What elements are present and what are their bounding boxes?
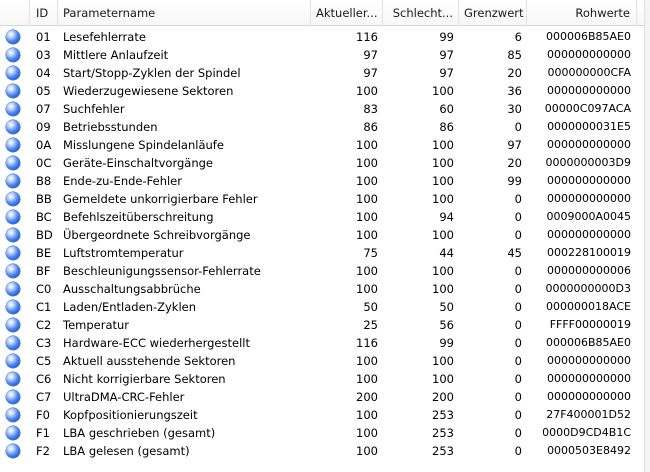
table-row[interactable] — [0, 262, 650, 280]
worst-value: 100 — [432, 264, 454, 278]
worst-value: 100 — [432, 354, 454, 368]
attribute-id: BD — [36, 228, 53, 242]
raw-value: FFFF00000019 — [549, 318, 631, 331]
status-orb-icon — [6, 192, 20, 206]
current-value: 200 — [356, 390, 378, 404]
attribute-id: 09 — [36, 120, 51, 134]
raw-value: 000000000000 — [547, 48, 631, 61]
attribute-id: 03 — [36, 48, 51, 62]
worst-value: 200 — [432, 390, 454, 404]
threshold-value: 0 — [514, 192, 522, 206]
raw-value: 000000000000 — [547, 228, 631, 241]
raw-value: 000006B85AE0 — [545, 30, 631, 43]
status-cell — [0, 28, 30, 46]
worst-value: 100 — [432, 174, 454, 188]
status-orb-icon — [6, 66, 20, 80]
worst-value: 100 — [432, 156, 454, 170]
table-row[interactable] — [0, 154, 650, 172]
status-cell — [0, 82, 30, 100]
status-cell — [0, 154, 30, 172]
attribute-id: 07 — [36, 102, 51, 116]
threshold-value: 0 — [514, 120, 522, 134]
table-row[interactable] — [0, 172, 650, 190]
raw-value: 0000000003D9 — [545, 156, 631, 169]
table-row[interactable] — [0, 406, 650, 424]
current-value: 100 — [356, 426, 378, 440]
threshold-value: 0 — [514, 318, 522, 332]
threshold-value: 0 — [514, 300, 522, 314]
column-header-row — [0, 0, 650, 26]
status-orb-icon — [6, 408, 20, 422]
threshold-value: 0 — [514, 390, 522, 404]
attribute-name: Lesefehlerrate — [63, 30, 146, 44]
table-row[interactable] — [0, 28, 650, 46]
current-value: 25 — [363, 318, 378, 332]
current-value: 83 — [363, 102, 378, 116]
attribute-name: Betriebsstunden — [63, 120, 158, 134]
attribute-id: 0C — [36, 156, 52, 170]
table-row[interactable] — [0, 82, 650, 100]
raw-value: 000000000000 — [547, 372, 631, 385]
attribute-id: F0 — [36, 408, 50, 422]
attribute-name: Laden/Entladen-Zyklen — [63, 300, 197, 314]
table-row[interactable] — [0, 46, 650, 64]
attribute-id: F1 — [36, 426, 50, 440]
status-cell — [0, 136, 30, 154]
threshold-value: 0 — [514, 408, 522, 422]
attribute-id: BE — [36, 246, 52, 260]
threshold-value: 0 — [514, 372, 522, 386]
worst-value: 97 — [439, 66, 454, 80]
status-orb-icon — [6, 246, 20, 260]
table-right-edge — [644, 0, 650, 472]
attribute-id: 0A — [36, 138, 52, 152]
raw-value: 0000D9CD4B1C — [542, 426, 631, 439]
attribute-name: Hardware-ECC wiederhergestellt — [63, 336, 250, 350]
worst-value: 100 — [432, 282, 454, 296]
current-value: 75 — [363, 246, 378, 260]
status-cell — [0, 46, 30, 64]
worst-value: 253 — [432, 408, 454, 422]
attribute-id: C3 — [36, 336, 52, 350]
threshold-value: 99 — [507, 174, 522, 188]
attribute-name: Misslungene Spindelanläufe — [63, 138, 224, 152]
status-cell — [0, 172, 30, 190]
worst-value: 100 — [432, 84, 454, 98]
attribute-name: UltraDMA-CRC-Fehler — [63, 390, 185, 404]
threshold-value: 0 — [514, 426, 522, 440]
table-row[interactable] — [0, 280, 650, 298]
threshold-value: 0 — [514, 282, 522, 296]
table-row[interactable] — [0, 118, 650, 136]
attribute-id: BC — [36, 210, 52, 224]
status-cell — [0, 406, 30, 424]
current-value: 100 — [356, 264, 378, 278]
status-orb-icon — [6, 390, 20, 404]
current-value: 86 — [363, 120, 378, 134]
attribute-id: C1 — [36, 300, 52, 314]
status-orb-icon — [6, 264, 20, 278]
attribute-name: Mittlere Anlaufzeit — [63, 48, 169, 62]
status-cell — [0, 370, 30, 388]
header-threshold[interactable]: Grenzwert — [459, 0, 527, 26]
status-cell — [0, 334, 30, 352]
current-value: 100 — [356, 156, 378, 170]
threshold-value: 0 — [514, 354, 522, 368]
current-value: 100 — [356, 408, 378, 422]
table-row[interactable] — [0, 424, 650, 442]
raw-value: 000000000000 — [547, 390, 631, 403]
status-cell — [0, 100, 30, 118]
status-orb-icon — [6, 336, 20, 350]
attribute-id: C2 — [36, 318, 52, 332]
attribute-name: Gemeldete unkorrigierbare Fehler — [63, 192, 258, 206]
current-value: 100 — [356, 282, 378, 296]
threshold-value: 0 — [514, 264, 522, 278]
attribute-name: Beschleunigungssensor-Fehlerrate — [63, 264, 261, 278]
raw-value: 000000000000 — [547, 138, 631, 151]
table-row[interactable] — [0, 298, 650, 316]
current-value: 100 — [356, 444, 378, 458]
current-value: 100 — [356, 138, 378, 152]
worst-value: 56 — [439, 318, 454, 332]
table-row[interactable] — [0, 334, 650, 352]
status-cell — [0, 316, 30, 334]
raw-value: 0000000031E5 — [547, 120, 631, 133]
status-orb-icon — [6, 30, 20, 44]
header-current[interactable]: Aktueller... — [311, 0, 383, 26]
threshold-value: 36 — [507, 84, 522, 98]
threshold-value: 45 — [507, 246, 522, 260]
raw-value: 27F400001D52 — [546, 408, 631, 421]
raw-value: 000000000000 — [547, 84, 631, 97]
raw-value: 000006B85AE0 — [545, 336, 631, 349]
current-value: 116 — [356, 30, 378, 44]
header-status-column[interactable] — [0, 0, 30, 26]
table-row[interactable] — [0, 100, 650, 118]
current-value: 97 — [363, 66, 378, 80]
attribute-name: Temperatur — [63, 318, 130, 332]
header-id[interactable]: ID — [30, 0, 58, 26]
status-cell — [0, 442, 30, 460]
table-row[interactable] — [0, 442, 650, 460]
attribute-id: C6 — [36, 372, 52, 386]
attribute-id: C0 — [36, 282, 52, 296]
status-cell — [0, 262, 30, 280]
status-orb-icon — [6, 138, 20, 152]
status-cell — [0, 64, 30, 82]
worst-value: 86 — [439, 120, 454, 134]
attribute-name: Aktuell ausstehende Sektoren — [63, 354, 236, 368]
attribute-name: Ausschaltungsabbrüche — [63, 282, 201, 296]
raw-value: 0009000A0045 — [546, 210, 631, 223]
attribute-id: C7 — [36, 390, 52, 404]
header-raw-values[interactable]: Rohwerte — [527, 0, 637, 26]
worst-value: 60 — [439, 102, 454, 116]
current-value: 100 — [356, 354, 378, 368]
attribute-id: BF — [36, 264, 51, 278]
attribute-name: Geräte-Einschaltvorgänge — [63, 156, 213, 170]
attribute-id: F2 — [36, 444, 50, 458]
raw-value: 000228100019 — [547, 246, 631, 259]
raw-value: 000000000000 — [547, 354, 631, 367]
raw-value: 000000000CFA — [547, 66, 631, 79]
status-orb-icon — [6, 228, 20, 242]
status-orb-icon — [6, 300, 20, 314]
status-orb-icon — [6, 372, 20, 386]
worst-value: 44 — [439, 246, 454, 260]
table-row[interactable] — [0, 136, 650, 154]
status-cell — [0, 190, 30, 208]
status-cell — [0, 388, 30, 406]
header-parameter-name[interactable]: Parametername — [58, 0, 311, 26]
status-orb-icon — [6, 426, 20, 440]
status-cell — [0, 226, 30, 244]
table-row[interactable] — [0, 388, 650, 406]
current-value: 100 — [356, 372, 378, 386]
attribute-id: B8 — [36, 174, 52, 188]
threshold-value: 0 — [514, 228, 522, 242]
status-orb-icon — [6, 282, 20, 296]
attribute-name: Luftstromtemperatur — [63, 246, 184, 260]
status-cell — [0, 244, 30, 262]
attribute-id: C5 — [36, 354, 52, 368]
table-row[interactable] — [0, 370, 650, 388]
attribute-name: Ende-zu-Ende-Fehler — [63, 174, 182, 188]
worst-value: 50 — [439, 300, 454, 314]
status-orb-icon — [6, 444, 20, 458]
status-orb-icon — [6, 84, 20, 98]
threshold-value: 20 — [507, 156, 522, 170]
table-row[interactable] — [0, 190, 650, 208]
raw-value: 000000000000 — [547, 174, 631, 187]
threshold-value: 6 — [514, 30, 522, 44]
attribute-id: 05 — [36, 84, 51, 98]
table-row[interactable] — [0, 226, 650, 244]
status-cell — [0, 352, 30, 370]
attribute-name: Start/Stopp-Zyklen der Spindel — [63, 66, 241, 80]
worst-value: 94 — [439, 210, 454, 224]
status-orb-icon — [6, 318, 20, 332]
attribute-name: LBA gelesen (gesamt) — [63, 444, 190, 458]
threshold-value: 0 — [514, 210, 522, 224]
threshold-value: 85 — [507, 48, 522, 62]
attribute-name: Kopfpositionierungszeit — [63, 408, 198, 422]
attribute-name: Nicht korrigierbare Sektoren — [63, 372, 226, 386]
status-orb-icon — [6, 210, 20, 224]
table-row[interactable] — [0, 208, 650, 226]
threshold-value: 0 — [514, 336, 522, 350]
raw-value: 000000000000 — [547, 192, 631, 205]
worst-value: 99 — [439, 336, 454, 350]
table-body — [0, 28, 650, 460]
attribute-id: BB — [36, 192, 52, 206]
status-cell — [0, 208, 30, 226]
status-orb-icon — [6, 102, 20, 116]
current-value: 100 — [356, 84, 378, 98]
attribute-id: 01 — [36, 30, 51, 44]
attribute-id: 04 — [36, 66, 51, 80]
worst-value: 100 — [432, 192, 454, 206]
worst-value: 253 — [432, 444, 454, 458]
status-orb-icon — [6, 48, 20, 62]
threshold-value: 30 — [507, 102, 522, 116]
status-orb-icon — [6, 156, 20, 170]
attribute-name: Übergeordnete Schreibvorgänge — [63, 228, 251, 242]
worst-value: 100 — [432, 372, 454, 386]
status-cell — [0, 118, 30, 136]
raw-value: 000000018ACE — [546, 300, 631, 313]
attribute-name: Befehlszeitüberschreitung — [63, 210, 214, 224]
worst-value: 253 — [432, 426, 454, 440]
threshold-value: 0 — [514, 444, 522, 458]
header-worst[interactable]: Schlecht... — [383, 0, 459, 26]
current-value: 100 — [356, 228, 378, 242]
status-orb-icon — [6, 354, 20, 368]
status-orb-icon — [6, 174, 20, 188]
worst-value: 97 — [439, 48, 454, 62]
table-row[interactable] — [0, 244, 650, 262]
current-value: 116 — [356, 336, 378, 350]
attribute-name: Suchfehler — [63, 102, 125, 116]
threshold-value: 97 — [507, 138, 522, 152]
attribute-name: LBA geschrieben (gesamt) — [63, 426, 216, 440]
current-value: 100 — [356, 192, 378, 206]
worst-value: 100 — [432, 138, 454, 152]
table-row[interactable] — [0, 64, 650, 82]
threshold-value: 20 — [507, 66, 522, 80]
table-row[interactable] — [0, 352, 650, 370]
current-value: 100 — [356, 174, 378, 188]
status-cell — [0, 424, 30, 442]
worst-value: 100 — [432, 228, 454, 242]
current-value: 50 — [363, 300, 378, 314]
raw-value: 000000000006 — [547, 264, 631, 277]
raw-value: 0000503E8492 — [547, 444, 631, 457]
raw-value: 00000C097ACA — [544, 102, 631, 115]
status-orb-icon — [6, 120, 20, 134]
status-cell — [0, 298, 30, 316]
attribute-name: Wiederzugewiesene Sektoren — [63, 84, 234, 98]
table-row[interactable] — [0, 316, 650, 334]
worst-value: 99 — [439, 30, 454, 44]
raw-value: 0000000000D3 — [545, 282, 631, 295]
current-value: 100 — [356, 210, 378, 224]
current-value: 97 — [363, 48, 378, 62]
status-cell — [0, 280, 30, 298]
